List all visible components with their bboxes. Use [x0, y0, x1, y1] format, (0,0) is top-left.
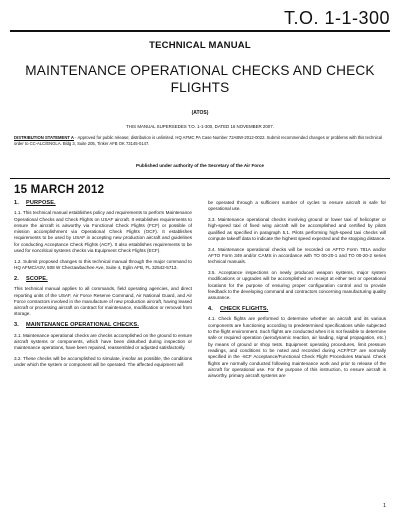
- section-title: MAINTENANCE OPERATIONAL CHECKS.: [26, 322, 139, 329]
- distribution-text: - Approved for public release; distribution is unlimited. HQ AFMC PA Case Number 72ABW-2012-0022. Submit recommended changes or problems with this technical order to CC-ALC/ENGLA. Bldg 3, Suite 205, Tinker AFB OK 73145-0147.: [14, 135, 382, 147]
- paragraph-1-2: 1.2. Submit proposed changes to this technical manual through the major command to HQ AFMC/A3V, 508 W Chectawbachee Ave, Suite 4, Eglin AFB, FL 32542-5713.: [14, 258, 192, 271]
- paragraph-3-1: 3.1. Maintenance operational checks are checks accomplished on the ground to ensure aircraft systems or components, which have been disturbed during inspection or maintenance operations, have been repaired, reassembled or adjusted satisfactorily.: [14, 332, 192, 351]
- paragraph-2: This technical manual applies to all commands, field operating agencies, and direct reporting units of the USAF, Air Force Reserve Command, Air National Guard, and Air Force contractors involved in the manufacture of new production aircraft, having leased aircraft or processing aircraft on contract for maintenance, modification or removal from storage.: [14, 286, 192, 317]
- manual-title: MAINTENANCE OPERATIONAL CHECKS AND CHECK FLIGHTS: [25, 63, 375, 95]
- section-number: 3.: [14, 322, 19, 329]
- publication-date: 15 MARCH 2012: [14, 184, 105, 196]
- section-heading-scope: [14, 276, 192, 282]
- distribution-label: DISTRIBUTION STATEMENT A: [14, 135, 74, 140]
- section-heading-purpose: [14, 200, 192, 206]
- paragraph-3-2-continued: be operated through a sufficient number of cycles to ensure aircraft is safe for operational use.: [208, 200, 386, 212]
- section-title: PURPOSE.: [26, 200, 56, 206]
- page-number: 1: [382, 503, 386, 509]
- atos-label: (ATOS): [191, 110, 209, 116]
- top-rule: [10, 30, 390, 32]
- section-title: SCOPE.: [26, 275, 48, 282]
- to-number: T.O. 1-1-300: [283, 8, 390, 28]
- header-rule: [10, 178, 390, 179]
- section-number: 4.: [208, 306, 213, 313]
- right-column: [208, 200, 386, 384]
- section-number: 1.: [14, 200, 19, 206]
- authority-line: Published under authority of the Secretary of the Air Force: [136, 163, 264, 168]
- paragraph-4-1: 4.1. Check flights are performed to determine whether an aircraft and its various components are functioning according to predetermined specifications while subjected to the flight environment. Such flights are conducted when it is not feasible to determine safe or required operation (aerodynamic reaction, air loading, signal propagation, etc.) by means of ground or shop tests. Equipment operating procedures, limit pressure readings, and conditions to be noted and recorded during ACF/FCF are normally specified in the -6CF Acceptance/Functional Check Flight Procedures Manual. Check flights are normally conducted following maintenance work and prior to release of the aircraft for operational use. For the purpose of this instruction, to ensure aircraft is airworthy, primary aircraft systems are: [208, 316, 386, 379]
- technical-manual-label: TECHNICAL MANUAL: [149, 40, 251, 51]
- paragraph-3-4: 3.4. Maintenance operational checks will be recorded on AFTO Form 781A and/or AFTO Form 349 and/or CAMS in accordance with TO 00-20-1 and TO 00-20-2 series technical manuals.: [208, 246, 386, 265]
- section-heading-check-flights: [208, 306, 386, 312]
- distribution-statement: [14, 135, 386, 148]
- supersedes-note: THIS MANUAL SUPERSEDES T.O. 1-1-300, DATED 16 NOVEMBER 2007.: [126, 124, 274, 129]
- paragraph-3-3: 3.3. Maintenance operational checks involving ground or lower taxi of helicopter or high-speed taxi of fixed wing aircraft will be accomplished and certified by pilots qualified as specified in paragraph 5.1. Pilots performing high-speed taxi checks will compute takeoff data to indicate the highest speed expected and the stopping distance.: [208, 217, 386, 241]
- paragraph-1-1: 1.1. This technical manual establishes policy and requirements to perform Maintenance Operational Checks and Check Flights on USAF aircraft. It establishes requirements to ensure the aircraft is airworthy via Functional Check Flights (FCF) or possible of mission accomplishment via Operational Check Flights (OCF). It establishes requirements to be used by USAF in accepting new production aircraft and guidelines for conducting Acceptance Check Flights (ACF). It also establishes requirements to be used for noncritical systems checks via Equipment Check Flights (ECF).: [14, 210, 192, 254]
- section-number: 2.: [14, 275, 19, 282]
- left-column: [14, 200, 192, 373]
- section-heading-operational-checks: [14, 322, 192, 328]
- paragraph-3-2: 3.2. These checks will be accomplished to simulate, insofar as possible, the conditions under which the system or component will be operated. The affected equipment will: [14, 355, 192, 368]
- paragraph-3-5: 3.5. Acceptance inspections on newly produced weapon systems, major system modifications or upgrades will be accomplished on receipt at either test or operational locations for the purpose of ensuring proper configuration control and to provide feedback to the developing command and contractors concerning manufacturing quality assurance.: [208, 270, 386, 301]
- section-title: CHECK FLIGHTS.: [220, 306, 269, 313]
